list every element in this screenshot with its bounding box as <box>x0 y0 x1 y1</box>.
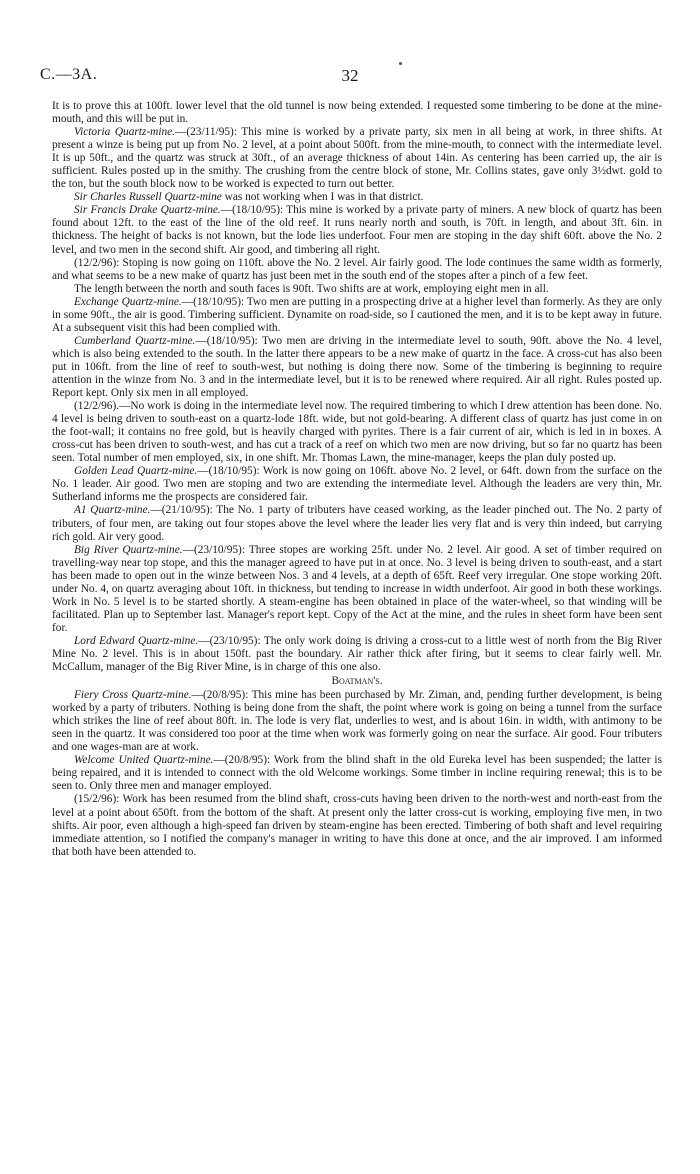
paragraph-text: —(23/11/95): This mine is worked by a private party, six men in all being at work, in three shifts. At present a winze is being put up from No. 2 level, at a point about 500ft. from the mine-mouth, to connect with the intermediate level. It is up 50ft., and the quartz was struck at 30ft., of an average thickness of about 14in. As centering has been carried up, the air is sufficient. Rules posted up in the smithy. The crushing from the centre block of stone, Mr. Collins states, gave only 3½dwt. gold to the ton, but the south block now to be worked is expected to turn out better. <box>52 126 662 191</box>
report-paragraph <box>52 296 662 335</box>
paragraph-text: was not working when I was in that district. <box>221 191 424 204</box>
paragraph-text: —(20/8/95): This mine has been purchased by Mr. Ziman, and, pending further development, is being worked by a party of tributers. Nothing is being done from the shaft, the point where work is going on being a tunnel from the surface which strikes the line of reef about 80ft. in. The lode is very flat, underlies to west, and is about 16in. in width, with antimony to be seen in the quartz. It was considered too poor at the time when work was formerly going on near the surface. Air good. Four tributers and one wages-man are at work. <box>52 689 662 754</box>
paragraph-text: —(18/10/95): This mine is worked by a private party of miners. A new block of quartz has been found about 12ft. to the east of the line of the old reef. It runs nearly north and south, is 70ft. in length, and about 3ft. 6in. in thickness. The height of backs is not known, but the lode lies underfoot. Four men are stoping in the day shift 60ft. above the No. 2 level, and two men in the second shift. Air good, and timbering all right. <box>52 204 662 256</box>
report-paragraph <box>52 544 662 635</box>
paragraph-text: (15/2/96): Work has been resumed from the blind shaft, cross-cuts having been driven to the north-west and north-east from the level at a point about 650ft. from the bottom of the shaft. At present only the latter cross-cut is working, employing five men, in two shifts. Air poor, even although a high-speed fan driven by steam-engine has been erected. Timbering of both shaft and level requiring immediate attention, so I notified the company's manager in writing to have this done at once, and the air improved. I am informed that both have been attended to. <box>52 793 662 858</box>
mine-name: Welcome United Quartz-mine. <box>74 754 214 767</box>
mine-name: A1 Quartz-mine. <box>74 504 151 517</box>
district-heading <box>52 675 662 688</box>
paragraph-text: —(21/10/95): The No. 1 party of tributers have ceased working, as the leader pinched out. The No. 2 party of tributers, of four men, are taking out four stopes above the level where the leader lies very flat and is very thin indeed, but carrying rich gold. Air very good. <box>52 504 662 543</box>
paragraph-text: —(18/10/95): Two men are driving in the intermediate level to south, 90ft. above the No. 4 level, which is also being extended to the south. In the latter there appears to be a new make of quartz in the face. A cross-cut has also been put in 106ft. from the line of reef to south-west, but nothing is doing there now. Some of the timbering is beginning to require attention in the winze from No. 3 and in the intermediate level, but it is to be renewed where required. Air all right. Rules posted up. Report kept. Only six men in all employed. <box>52 334 662 400</box>
report-paragraph <box>52 100 662 126</box>
report-paragraph <box>52 793 662 858</box>
mine-name: Sir Charles Russell Quartz-mine <box>74 191 222 204</box>
report-paragraph <box>52 257 662 283</box>
print-mark <box>399 62 402 65</box>
mine-name: Big River Quartz-mine. <box>74 543 183 556</box>
section-reference: C.—3A. <box>40 66 98 83</box>
paragraph-text: —(18/10/95): Two men are putting in a prospecting drive at a higher level than formerly. As they are only in some 90ft., the air is good. Timbering sufficient. Dynamite on road-side, so I cautioned the men, and it is to be kept away in future. At a subsequent visit this had been complied with. <box>52 295 662 334</box>
mine-name: Golden Lead Quartz-mine. <box>74 465 198 478</box>
paragraph-text: —(20/8/95): Work from the blind shaft in the old Eureka level has been suspended; the latter is being repaired, and it is intended to connect with the old Welcome workings. Some timber in incline requiring renewal; this is to be seen to. Only three men and manager employed. <box>52 754 662 793</box>
report-paragraph <box>52 204 662 256</box>
paragraph-text: (12/2/96): Stoping is now going on 110ft. above the No. 2 level. Air fairly good. The lode continues the same width as formerly, and what seems to be a new make of quartz has just been met in the south end of the stopes after a pinch of a few feet. <box>52 256 662 282</box>
mine-name: Fiery Cross Quartz-mine. <box>74 689 192 702</box>
paragraph-text: —(23/10/95): Three stopes are working 25ft. under No. 2 level. Air good. A set of timber required on travelling-way near top stope, and this the manager agreed to have put in at once. No. 3 level is being driven to south-east, and a start has been made to open out in the winze between Nos. 3 and 4 levels, at a depth of 65ft. Reef very irregular. One stope working 20ft. under No. 4, on quartz averaging about 10ft. in thickness, but tending to increase in width underfoot. Air good in both these workings. Work in No. 5 level is to be started shortly. A steam-engine has been obtained in place of the water-wheel, so that winding will be facilitated. Plan up to September last. Manager's report kept. Copy of the Act at the mine, and the rules in sheet form have been sent for. <box>52 543 662 634</box>
report-paragraph <box>52 191 662 204</box>
mine-name: Lord Edward Quartz-mine. <box>74 634 199 647</box>
report-paragraph <box>52 283 662 296</box>
mine-name: Exchange Quartz-mine. <box>74 295 182 308</box>
report-paragraph <box>52 689 662 754</box>
report-paragraph <box>52 465 662 504</box>
report-paragraph <box>52 504 662 543</box>
report-paragraph <box>52 754 662 793</box>
paragraph-text: —(18/10/95): Work is now going on 106ft. above No. 2 level, or 64ft. down from the surface on the No. 1 leader. Air good. Two men are stoping and two are extending the intermediate level. Although the leaders are very thin, Mr. Sutherland informs me the prospects are considered fair. <box>52 465 662 504</box>
paragraph-text: —(23/10/95): The only work doing is driving a cross-cut to a little west of north from the Big River Mine No. 2 level. This is in about 150ft. past the boundary. Air rather thick after firing, but it seems to clear fairly well. Mr. McCallum, manager of the Big River Mine, is in charge of this one also. <box>52 634 662 674</box>
mine-name: Cumberland Quartz-mine. <box>74 334 196 347</box>
report-paragraph <box>52 335 662 400</box>
mine-name: Victoria Quartz-mine. <box>74 126 176 139</box>
report-paragraph <box>52 635 662 674</box>
report-paragraph <box>52 126 662 191</box>
report-body <box>52 100 662 859</box>
paragraph-text: The length between the north and south faces is 90ft. Two shifts are at work, employing eight men in all. <box>74 282 549 295</box>
paragraph-text: Boatman's. <box>331 675 383 688</box>
mine-name: Sir Francis Drake Quartz-mine. <box>74 204 221 217</box>
paragraph-text: It is to prove this at 100ft. lower level that the old tunnel is now being extended. I requested some timbering to be done at the mine-mouth, and this will be put in. <box>52 100 662 126</box>
page-number: 32 <box>341 66 359 85</box>
paragraph-text: (12/2/96).—No work is doing in the intermediate level now. The required timbering to which I drew attention has been done. No. 4 level is being driven to south-east on a quartz-lode 18ft. wide, but not gold-bearing. A different class of quartz has just come in on the foot-wall; it contains no free gold, but is heavily charged with pyrites. There is a fair current of air, which is led in in boxes. A cross-cut has been driven to south-west, and has cut a track of a reef on which two men are now driving, but so far no quartz has been seen. Total number of men employed, six, in one shift. Mr. Thomas Lawn, the mine-manager, keeps the plan duly posted up. <box>52 400 662 465</box>
report-paragraph <box>52 400 662 465</box>
